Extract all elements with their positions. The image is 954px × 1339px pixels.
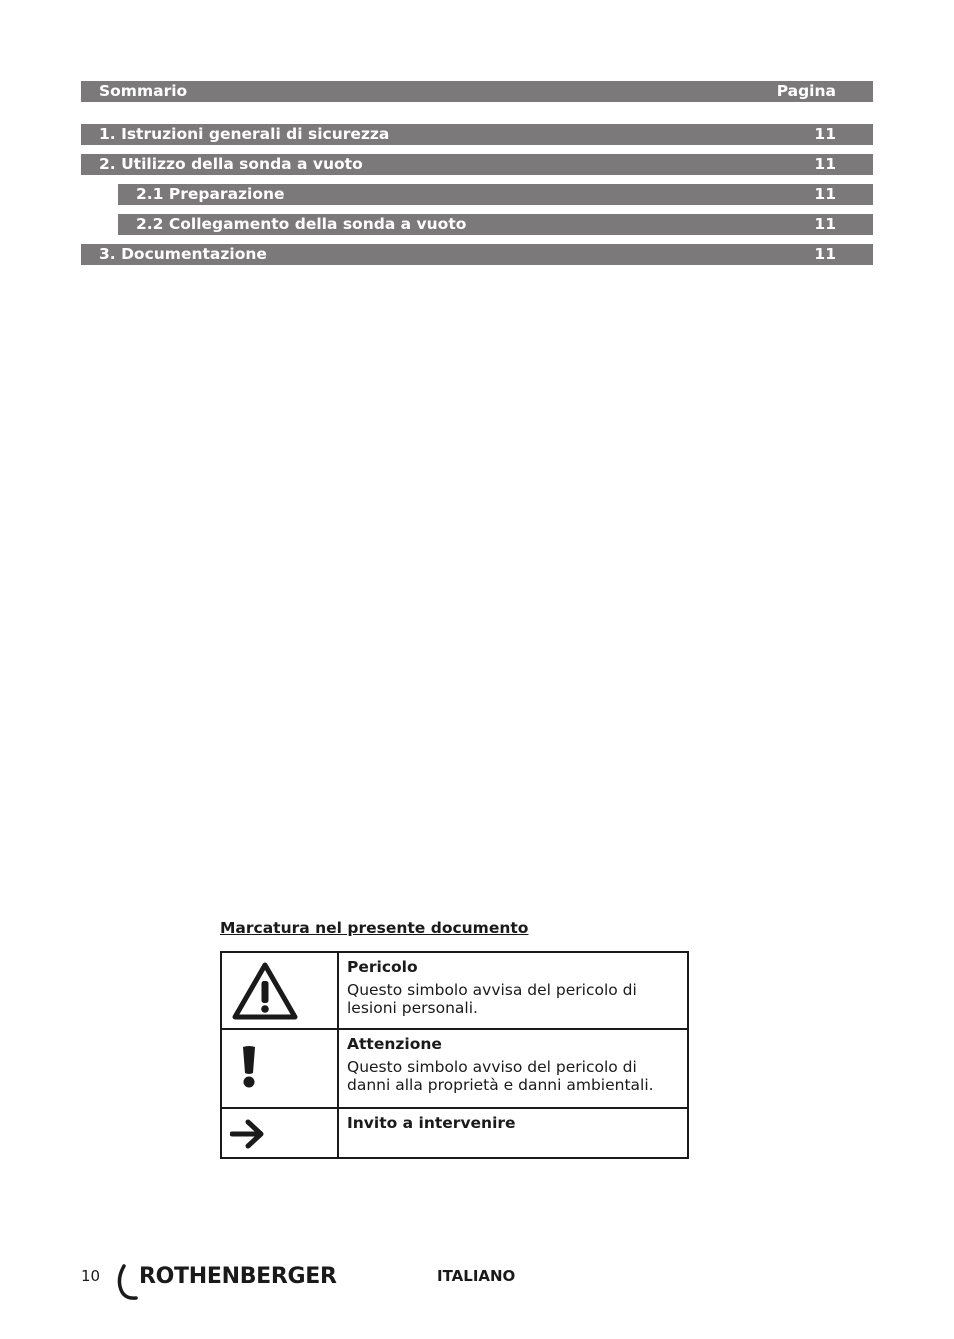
legend-row: [221, 1029, 688, 1108]
toc-item-page: 11: [814, 185, 836, 203]
legend-row: [221, 952, 688, 1029]
legend-symbol-cell: [221, 1029, 338, 1108]
legend-row-desc: Questo simbolo avviso del pericolo di danni alla proprietà e danni ambientali.: [347, 1058, 654, 1094]
exclamation-icon: [239, 1045, 259, 1089]
arrow-right-icon: [230, 1119, 268, 1149]
legend-row-desc: Questo simbolo avvisa del pericolo di lesioni personali.: [347, 981, 637, 1017]
toc-item-label: 3. Documentazione: [99, 245, 267, 263]
toc-item-page: 11: [814, 155, 836, 173]
legend-symbol-cell: [221, 952, 338, 1029]
toc-item[interactable]: [81, 124, 873, 145]
toc-header: [81, 81, 873, 102]
legend-row-title: Pericolo: [347, 958, 418, 976]
legend-text-cell: [338, 1108, 688, 1158]
language-label: ITALIANO: [437, 1267, 516, 1285]
toc-header-page-label: Pagina: [776, 82, 836, 100]
toc-item-label: 2.1 Preparazione: [136, 185, 285, 203]
page-number: 10: [81, 1267, 101, 1285]
toc-subitem[interactable]: [118, 214, 873, 235]
legend-title: Marcatura nel presente documento: [220, 919, 529, 937]
toc-header-label: Sommario: [99, 82, 188, 100]
warning-triangle-icon: [231, 961, 299, 1021]
legend-symbol-cell: [221, 1108, 338, 1158]
toc-item-label: 1. Istruzioni generali di sicurezza: [99, 125, 390, 143]
toc-item[interactable]: [81, 154, 873, 175]
legend-text-cell: [338, 1029, 688, 1108]
toc-item[interactable]: [81, 244, 873, 265]
toc-subitem[interactable]: [118, 184, 873, 205]
legend-text-cell: [338, 952, 688, 1029]
toc-item-label: 2.2 Collegamento della sonda a vuoto: [136, 215, 467, 233]
legend-table: [220, 951, 689, 1159]
toc-item-page: 11: [814, 215, 836, 233]
brand-logo-text: ROTHENBERGER: [139, 1264, 337, 1289]
toc-item-page: 11: [814, 125, 836, 143]
toc-item-page: 11: [814, 245, 836, 263]
toc-item-label: 2. Utilizzo della sonda a vuoto: [99, 155, 363, 173]
legend-row-title: Attenzione: [347, 1035, 442, 1053]
legend-row-title: Invito a intervenire: [347, 1114, 516, 1132]
legend-row: [221, 1108, 688, 1158]
